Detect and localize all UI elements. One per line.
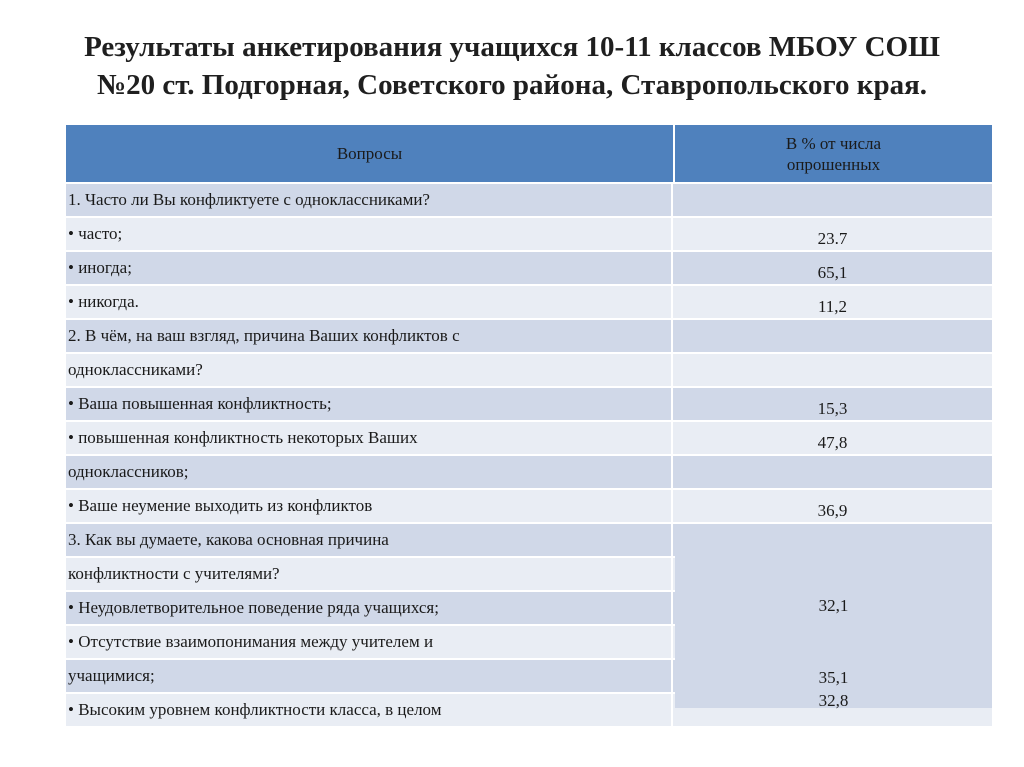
table-row xyxy=(66,456,992,490)
header-percent xyxy=(675,125,992,182)
merged-value-2: 35,1 xyxy=(818,668,849,687)
question-cell: • часто; xyxy=(66,218,673,250)
merged-value-1: 32,1 xyxy=(818,596,849,615)
percent-cell xyxy=(673,184,992,216)
percent-cell xyxy=(673,456,992,488)
question-cell: • Ваше неумение выходить из конфликтов xyxy=(66,490,673,522)
question-cell: • никогда. xyxy=(66,286,673,318)
survey-table xyxy=(66,125,992,728)
table-body xyxy=(66,184,992,728)
merged-value-3: 32,8 xyxy=(818,691,849,710)
table-row xyxy=(66,422,992,456)
table-row xyxy=(66,218,992,252)
percent-cell: 47,8 xyxy=(673,422,992,454)
question-cell: • Неудовлетворительное поведение ряда учащихся; xyxy=(66,592,673,624)
percent-cell: 23.7 xyxy=(673,218,992,250)
question-cell: • иногда; xyxy=(66,252,673,284)
slide-title xyxy=(0,28,1024,104)
question-cell: • Отсутствие взаимопонимания между учителем и xyxy=(66,626,673,658)
question-cell: • Ваша повышенная конфликтность; xyxy=(66,388,673,420)
percent-cell: 65,1 xyxy=(673,252,992,284)
question-cell: учащимися; xyxy=(66,660,673,692)
table-header xyxy=(66,125,992,184)
table-row xyxy=(66,490,992,524)
question-cell: • Высоким уровнем конфликтности класса, в целом xyxy=(66,694,673,726)
merged-value-cell xyxy=(675,524,992,708)
table-row xyxy=(66,286,992,320)
table-row xyxy=(66,354,992,388)
table-row xyxy=(66,320,992,354)
question-cell: одноклассников; xyxy=(66,456,673,488)
title-line-1: Результаты анкетирования учащихся 10-11 классов МБОУ СОШ xyxy=(84,31,940,63)
table-row xyxy=(66,388,992,422)
question-cell: 1. Часто ли Вы конфликтуете с одноклассниками? xyxy=(66,184,673,216)
header-percent-line-2: опрошенных xyxy=(786,154,881,174)
question-cell: одноклассниками? xyxy=(66,354,673,386)
header-percent-line-1: В % от числа xyxy=(785,133,882,153)
percent-cell xyxy=(673,354,992,386)
question-cell: 2. В чём, на ваш взгляд, причина Ваших конфликтов с xyxy=(66,320,673,352)
header-questions: Вопросы xyxy=(66,125,675,182)
question-cell: • повышенная конфликтность некоторых Ваших xyxy=(66,422,673,454)
percent-cell: 15,3 xyxy=(673,388,992,420)
percent-cell xyxy=(673,320,992,352)
question-cell: 3. Как вы думаете, какова основная причина xyxy=(66,524,673,556)
question-cell: конфликтности с учителями? xyxy=(66,558,673,590)
table-row xyxy=(66,184,992,218)
percent-cell: 11,2 xyxy=(673,286,992,318)
percent-cell: 36,9 xyxy=(673,490,992,522)
title-line-2: №20 ст. Подгорная, Советского района, Ставропольского края. xyxy=(96,69,928,101)
table-row xyxy=(66,252,992,286)
